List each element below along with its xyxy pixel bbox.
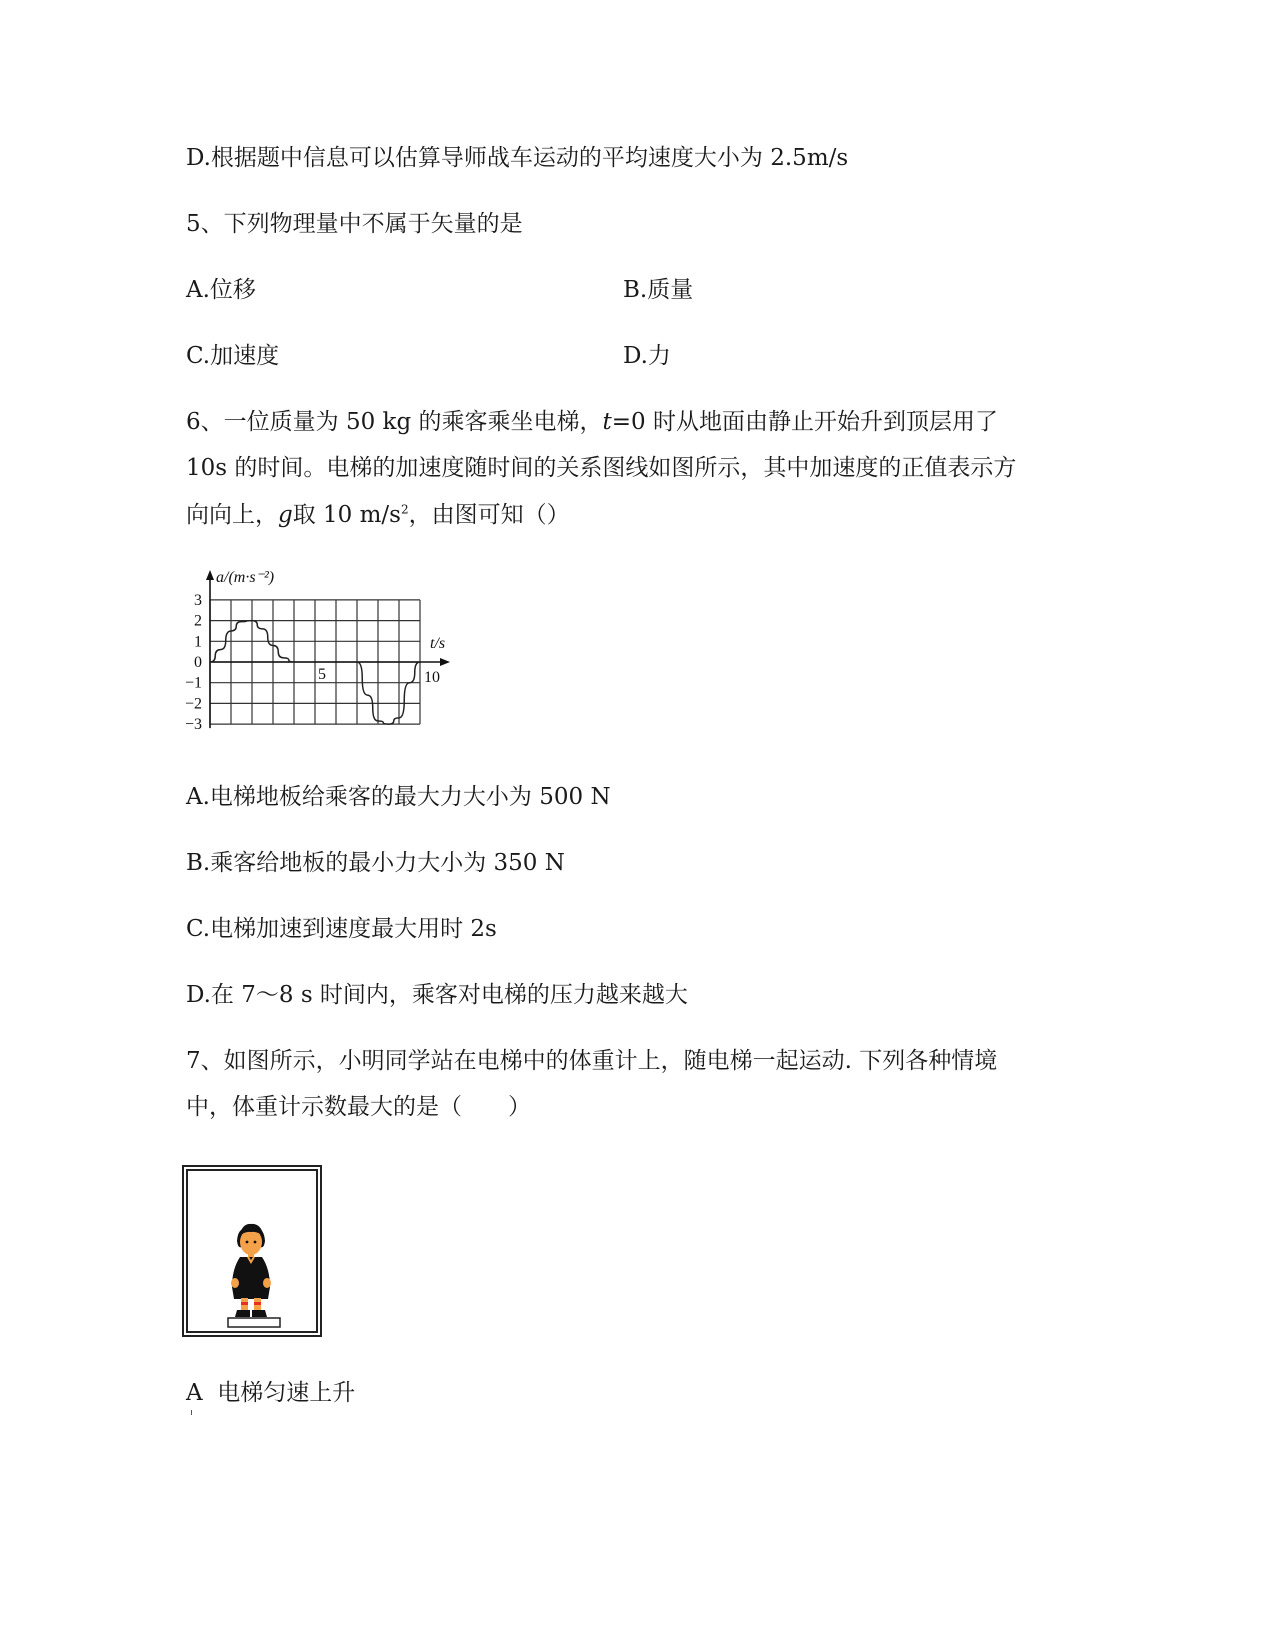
y-tick-label: 1	[194, 633, 202, 651]
q5-option-c: C.加速度	[186, 343, 280, 369]
g-variable: g	[278, 502, 293, 528]
y-axis-label: a/(m·s⁻²)	[216, 569, 275, 586]
y-tick-label: −1	[184, 674, 202, 692]
y-tick-label: 3	[194, 591, 202, 609]
q5-stem: 5、下列物理量中不属于矢量的是	[186, 211, 523, 237]
q6-option-b: B.乘客给地板的最小力大小为 350 N	[186, 850, 565, 876]
x-tick-label: 5	[318, 666, 326, 683]
series-line	[357, 662, 420, 724]
q5-options-row1	[186, 275, 694, 305]
q5-option-b: B.质量	[623, 277, 694, 303]
y-tick-label: −3	[184, 716, 202, 734]
x-axis-label: t/s	[430, 635, 446, 652]
q6-option-c: C.电梯加速到速度最大用时 2s	[186, 916, 497, 942]
elevator-figure	[182, 1165, 324, 1341]
chart-axes	[206, 570, 450, 728]
y-tick-label: 0	[194, 654, 202, 671]
y-axis-arrow	[206, 570, 214, 580]
scale-platform	[228, 1318, 280, 1327]
x-tick-label: 10	[424, 669, 440, 686]
q7-stem-line2: 中，体重计示数最大的是（ ）	[186, 1094, 531, 1120]
y-tick-label: 2	[194, 612, 202, 630]
q4-option-d: D.根据题中信息可以估算导师战车运动的平均速度大小为 2.5m/s	[186, 145, 849, 171]
q6-option-a: A.电梯地板给乘客的最大力大小为 500 N	[186, 784, 611, 810]
acceleration-time-chart	[178, 562, 468, 752]
q6-stem-line1: 6、一位质量为 50 kg 的乘客乘坐电梯，t=0 时从地面由静止开始升到顶层用了	[186, 409, 998, 435]
q6-option-d: D.在 7～8 s 时间内，乘客对电梯的压力越来越大	[186, 982, 688, 1008]
q7-option-a: A 电梯匀速上升	[186, 1380, 356, 1406]
q5-options-row2	[186, 341, 671, 371]
q6-stem-line2: 10s 的时间。电梯的加速度随时间的关系图线如图所示，其中加速度的正值表示方	[186, 455, 1017, 481]
t-variable: t	[602, 409, 612, 435]
stray-mark	[191, 1410, 192, 1415]
q7-stem-line1: 7、如图所示，小明同学站在电梯中的体重计上，随电梯一起运动. 下列各种情境	[186, 1048, 998, 1074]
x-axis-arrow	[440, 658, 450, 666]
q6-stem-line3: 向向上，g取 10 $m/s^2$，由图可知（）	[186, 502, 570, 528]
y-tick-label: −2	[184, 695, 202, 713]
boy-figure	[231, 1224, 271, 1317]
q5-option-d: D.力	[623, 343, 671, 369]
q5-option-a: A.位移	[186, 277, 256, 303]
